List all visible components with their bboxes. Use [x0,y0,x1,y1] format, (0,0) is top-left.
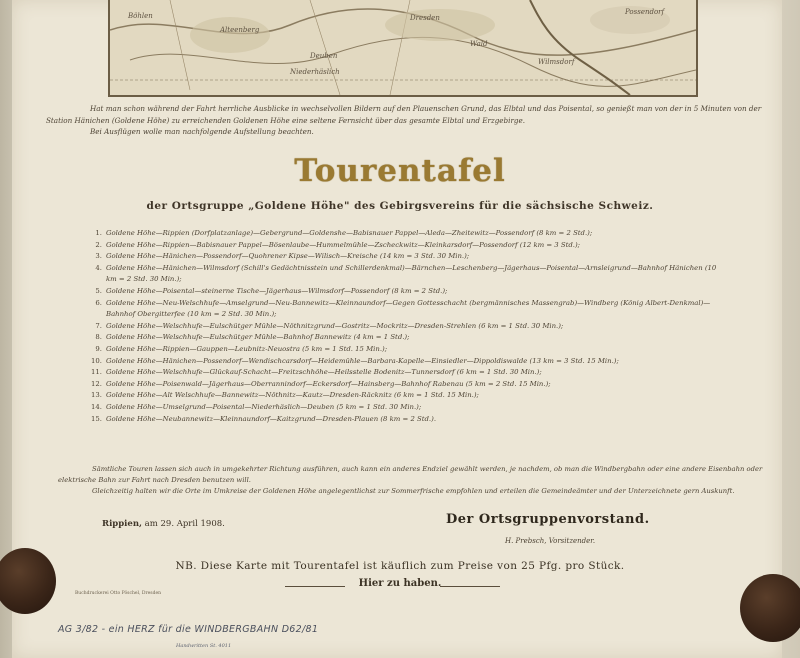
issue-date: am 29. April 1908. [144,519,225,529]
tour-item [86,367,726,379]
place-date [102,519,225,529]
tour-number: 11. [91,368,102,377]
available-here: Hier zu haben. [358,578,442,589]
tour-item [86,286,726,298]
tour-route: Goldene Höhe—Welschhufe—Eulschütger Mühle—Nöthnitzgrund—Gostritz—Mockritz—Dresden-Strehlen (6 km = 1 Std. 30 Min.); [106,321,564,330]
tour-number: 15. [91,414,102,423]
tour-item [86,251,726,263]
place-name: Rippien, [102,519,142,529]
tour-item [86,228,726,240]
tour-number: 14. [91,402,102,411]
tour-number: 2. [95,240,102,249]
tour-route: Goldene Höhe—Hänichen—Possendorf—Wendischcarsdorf—Heidemühle—Barbara-Kapelle—Einsiedler—Dippoldiswalde (13 km = 3 Std. 15 Min.); [106,356,619,365]
tour-list [86,228,726,425]
tour-item [86,356,726,368]
tour-route: Goldene Höhe—Rippien—Babisnauer Pappel—Bösenlaube—Hummelmühle—Zscheckwitz—Kleinkarsdorf—Possendorf (12 km = 3 Std.); [106,240,580,249]
closing-paragraph: Sämtliche Touren lassen sich auch in umgekehrter Richtung ausführen, auch kann ein anderes Endziel gewählt werden, je nachdem, ob man die Windbergbahn oder eine andere Eisenbahn oder elektrische Bahn zur Fahrt nach Dresden benutzen will. [58,465,763,484]
tour-item [86,344,726,356]
tour-route: Goldene Höhe—Rippien (Dorfplatzanlage)—Gebergrund—Goldenshe—Babisnauer Pappel—Aleda—Zheitewitz—Possendorf (8 km = 2 Std.); [106,229,593,237]
map-excerpt [108,0,698,97]
printer-imprint: Buchdruckerei Otto Pöschel, Dresden [75,591,162,596]
tour-route: Goldene Höhe—Alt Welschhufe—Bannewitz—Nöthnitz—Kautz—Dresden-Räcknitz (6 km = 1 Std. 15 Min.); [106,391,479,400]
tour-number: 6. [95,298,102,307]
tour-route: Goldene Höhe—Welschhufe—Glückauf-Schacht—Freitzschhöhe—Heilsstelle Bodenitz—Tunnersdorf (6 km = 1 Std. 30 Min.); [106,368,542,377]
closing-paragraph: Gleichzeitig halten wir die Orte im Umkreise der Goldenen Höhe angelegentlichst zur Sommerfrische empfohlen und erteilen die Gemeindeämter und der Unterzeichnete gern Auskunft. [92,487,735,495]
map-label-boehlen: Böhlen [128,12,153,20]
tour-route: Goldene Höhe—Umselgrund—Poisental—Niederhäslich—Deuben (5 km = 1 Std. 30 Min.); [106,402,422,411]
tour-route: Goldene Höhe—Neu-Welschhufe—Amselgrund—Neu-Bannewitz—Kleinnaundorf—Gegen Gottesschacht (bergmännisches Massengrab)—Windberg (König Albert-Denkmal)—Bahnhof Obergitterfee (10 km = 2 Std. 30 Min.); [106,298,711,319]
map-label-dresden: Dresden [410,14,440,22]
intro-text [46,103,766,138]
tour-route: Goldene Höhe—Hänichen—Wilmsdorf (Schill's Gedächtnisstein und Schillerdenkmal)—Bärnchen—Leschenberg—Jägerhaus—Poisental—Arnsleigrund—Bahnhof Hänichen (10 km = 2 Std. 30 Min.); [106,263,717,284]
tour-item [86,298,726,321]
board-signature: Der Ortsgruppenvorstand. [446,512,650,527]
map-label-deuben: Deuben [310,52,338,60]
tour-number: 1. [95,229,102,237]
tour-number: 3. [95,252,102,261]
price-note: NB. Diese Karte mit Tourentafel ist käuflich zum Preise von 25 Pfg. pro Stück. [175,560,625,572]
tour-number: 8. [95,333,102,342]
tour-item [86,390,726,402]
tour-number: 13. [91,391,102,400]
tour-route: Goldene Höhe—Hänichen—Possendorf—Quohrener Kipse—Wilisch—Kreische (14 km = 3 Std. 30 Min.); [106,252,470,261]
tour-route: Goldene Höhe—Poisenwald—Jägerhaus—Oberrannindorf—Eckersdorf—Hainsberg—Bahnhof Rabenau (5 km = 2 Std. 15 Min.); [106,379,551,388]
tour-number: 9. [95,344,102,353]
tour-route: Goldene Höhe—Neubannewitz—Kleinnaundorf—Kaitzgrund—Dresden-Plauen (8 km = 2 Std.). [106,414,437,423]
tour-number: 10. [91,356,102,365]
tour-item [86,402,726,414]
map-drawing [110,0,696,95]
tour-route: Goldene Höhe—Welschhufe—Eulschütger Mühle—Bahnhof Bannewitz (4 km = 1 Std.); [106,333,410,342]
tour-number: 7. [95,321,102,330]
tour-number: 12. [91,379,102,388]
map-label-wald: Wald [470,40,488,48]
intro-paragraph: Bei Ausflügen wolle man nachfolgende Aufstellung beachten. [90,127,314,136]
tour-number: 5. [95,286,102,295]
tour-number: 4. [95,263,102,272]
intro-paragraph: Hat man schon während der Fahrt herrliche Ausblicke in wechselvollen Bildern auf den Plauenschen Grund, das Elbtal und das Poisental, so genießt man von der in 5 Minuten von der Station Hänichen (Goldene Höhe) zu erreichenden Goldenen Höhe eine seltene Fernsicht über das gesamte Elbtal und Erzgebirge. [46,104,762,125]
map-label-altenberg: Alteenberg [220,26,260,34]
tour-route: Goldene Höhe—Poisental—steinerne Tische—Jägerhaus—Wilmsdorf—Possendorf (8 km = 2 Std.); [106,286,448,295]
clip-right [740,574,800,642]
map-label-niederhaeslich: Niederhäslich [290,68,340,76]
tour-route: Goldene Höhe—Rippien—Gauppen—Leubnitz-Neuostra (5 km = 1 Std. 15 Min.); [106,344,388,353]
tour-item [86,379,726,391]
closing-text [58,464,768,497]
map-label-wilmsdorf: Wilmsdorf [538,58,575,66]
tour-item [86,263,726,286]
pencil-small-note: Handwritten St. 4011 [176,643,232,649]
tour-item [86,240,726,252]
chairman-name: H. Prebsch, Vorsitzender. [505,537,596,545]
pencil-annotation: AG 3/82 - ein HERZ für die WINDBERGBAHN D62/81 [58,624,319,635]
tour-item [86,414,726,426]
tour-item [86,321,726,333]
map-label-possendorf: Possendorf [625,8,665,16]
poster-subtitle: der Ortsgruppe „Goldene Höhe" des Gebirgsvereins für die sächsische Schweiz. [146,200,654,212]
tour-item [86,332,726,344]
poster-title: Tourentafel [294,153,506,189]
